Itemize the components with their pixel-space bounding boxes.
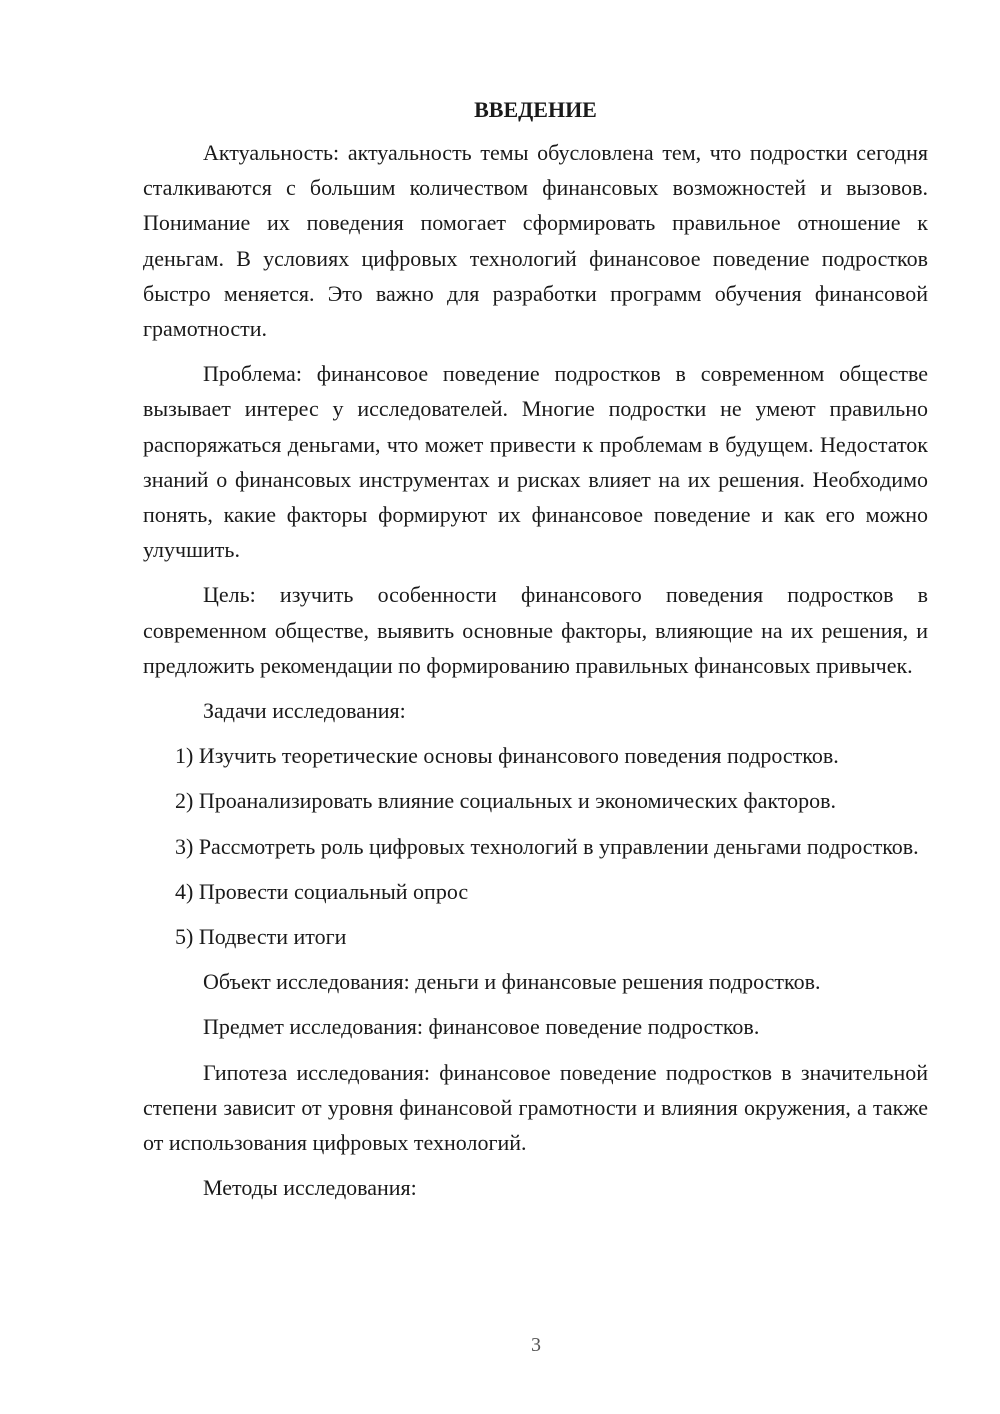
page-number: 3 (531, 1334, 541, 1356)
paragraph-hypothesis: Гипотеза исследования: финансовое поведение подростков в значительной степени зависит от уровня финансовой грамотности и влияния окружения, а также от использования цифровых технологий. (143, 1059, 928, 1156)
document-page (143, 95, 928, 1215)
tasks-heading: Задачи исследования: (203, 698, 406, 724)
task-item: 2) Проанализировать влияние социальных и экономических факторов. (175, 788, 837, 814)
paragraph-subject: Предмет исследования: финансовое поведение подростков. (203, 1014, 760, 1040)
task-item: 3) Рассмотреть роль цифровых технологий в управлении деньгами подростков. (175, 833, 919, 859)
task-item: 5) Подвести итоги (175, 924, 347, 950)
tasks-list (143, 738, 928, 954)
task-item: 4) Провести социальный опрос (175, 878, 469, 904)
paragraph-problem: Проблема: финансовое поведение подростков в современном обществе вызывает интерес у исследователей. Многие подростки не умеют правильно распоряжаться деньгами, что может привести к проблемам в будущем. Недостаток знаний о финансовых инструментах и рисках влияет на их решения. Необходимо понять, какие факторы формируют их финансовое поведение и как его можно улучшить. (143, 361, 928, 563)
task-item: 1) Изучить теоретические основы финансового поведения подростков. (175, 743, 839, 769)
paragraph-goal: Цель: изучить особенности финансового поведения подростков в современном обществе, выявить основные факторы, влияющие на их решения, и предложить рекомендации по формированию правильных финансовых привычек. (143, 582, 928, 678)
section-title: ВВЕДЕНИЕ (474, 97, 597, 122)
methods-heading: Методы исследования: (203, 1175, 417, 1201)
paragraph-object: Объект исследования: деньги и финансовые решения подростков. (203, 969, 821, 995)
paragraph-relevance: Актуальность: актуальность темы обусловлена тем, что подростки сегодня сталкиваются с большим количеством финансовых возможностей и вызовов. Понимание их поведения помогает сформировать правильное отношение к деньгам. В условиях цифровых технологий финансовое поведение подростков быстро меняется. Это важно для разработки программ обучения финансовой грамотности. (143, 140, 928, 342)
